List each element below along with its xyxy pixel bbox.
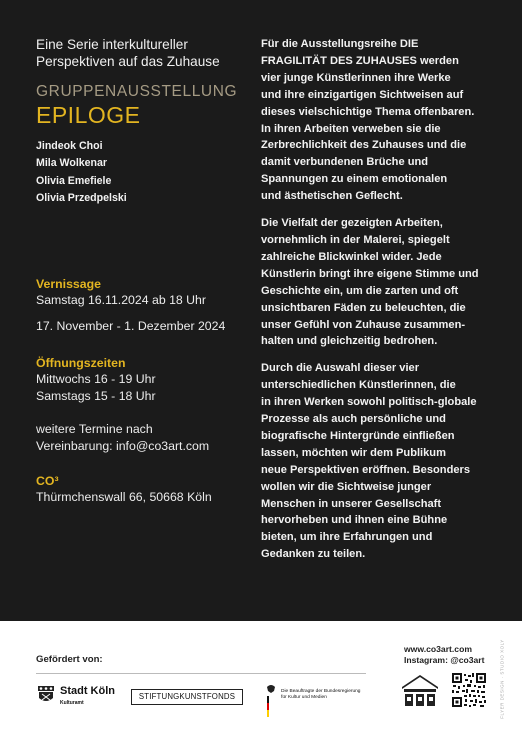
artist-list <box>36 138 251 208</box>
footer-divider <box>36 673 366 674</box>
series-line-2: Perspektiven auf das Zuhause <box>36 54 220 69</box>
opening-hours-label: Öffnungszeiten <box>36 356 126 370</box>
description-line: Durch die Auswahl dieser vier <box>261 362 420 375</box>
vernissage-block <box>36 277 256 335</box>
opening-hours-line: Samstags 15 - 18 Uhr <box>36 389 156 404</box>
design-credit-text: FLYER DESIGN · STUDIO XOLY <box>499 639 505 719</box>
description-line: vornehmlich in der Malerei, spiegelt <box>261 233 450 246</box>
appointment-line: Vereinbarung: info@co3art.com <box>36 439 210 454</box>
description-line: unsichtbaren Fäden zu beleuchten, die <box>261 301 466 314</box>
artist-name: Olivia Emefiele <box>36 174 112 187</box>
description-line: lassen, möchten wir dem Publikum <box>261 446 446 459</box>
description-line: Prozesse als auch persönliche und <box>261 413 446 426</box>
bundesadler-icon <box>264 683 278 717</box>
vernissage-label: Vernissage <box>36 277 101 291</box>
description-line: Spannungen zu einem emotionalen <box>261 173 448 186</box>
description-line: Zerbrechlichkeit des Zuhauses und die <box>261 139 467 152</box>
description-line: Für die Ausstellungsreihe DIE <box>261 38 419 50</box>
appointment-line: weitere Termine nach <box>36 422 153 436</box>
description-line: hervorheben und ihnen eine Bühne <box>261 514 448 527</box>
description-line: vier junge Künstlerinnen ihre Werke <box>261 71 451 84</box>
description-line: unterschiedlichen Künstlerinnen, die <box>261 379 456 392</box>
description-line: zahlreiche Blickwinkel wider. Jede <box>261 250 442 263</box>
series-subtitle <box>36 36 251 70</box>
description-line: und ihre einzigartigen Sichtweisen auf <box>261 88 464 101</box>
description-line: Gedanken zu teilen. <box>261 548 366 561</box>
stiftung-kunstfonds-logo: STIFTUNGKUNSTFONDS <box>131 689 243 705</box>
exhibition-run: 17. November - 1. Dezember 2024 <box>36 319 226 334</box>
description-paragraph-2 <box>261 215 491 350</box>
koeln-logo-subtext: Kulturamt <box>60 700 84 706</box>
bund-text-line: für Kultur und Medien <box>281 695 327 700</box>
description-line: in ihren Werken sowohl politisch-globale <box>261 396 477 409</box>
description-column <box>261 36 491 563</box>
exhibition-title: EPILOGE <box>36 102 141 128</box>
artist-name: Olivia Przedpelski <box>36 192 127 205</box>
vernissage-date: Samstag 16.11.2024 ab 18 Uhr <box>36 293 206 307</box>
artist-name: Mila Wolkenar <box>36 157 108 170</box>
bundesregierung-text <box>281 689 381 701</box>
stadt-koeln-logo <box>36 683 116 709</box>
venue-address: Thürmchenswall 66, 50668 Köln <box>36 490 212 504</box>
bundesregierung-logo <box>264 683 384 719</box>
instagram-link[interactable]: Instagram: @co3art <box>404 655 485 665</box>
venue-label: CO³ <box>36 474 59 488</box>
opening-hours-block <box>36 356 256 405</box>
koeln-logo-text: Stadt Köln <box>60 685 115 697</box>
funded-by-label: Gefördert von: <box>36 654 103 665</box>
venue-block <box>36 474 256 506</box>
description-line: unser Gefühl von Zuhause zusammen- <box>261 318 466 331</box>
koeln-crest-icon <box>36 685 56 705</box>
footer <box>0 621 522 741</box>
appointment-block <box>36 421 256 455</box>
description-paragraph-1 <box>261 36 491 205</box>
description-line: In ihren Arbeiten verweben sie die <box>261 122 441 135</box>
description-line: neue Perspektiven eröffnen. Besonders <box>261 463 470 476</box>
description-line: dieses vielschichtige Thema offenbaren. <box>261 105 475 118</box>
left-column <box>36 36 251 208</box>
website-link[interactable]: www.co3art.com <box>404 644 472 654</box>
design-credit <box>496 629 508 729</box>
description-line: FRAGILITÄT DES ZUHAUSES werden <box>261 54 459 67</box>
description-line: Die Vielfalt der gezeigten Arbeiten, <box>261 217 443 230</box>
artist-name: Jindeok Choi <box>36 140 103 152</box>
opening-hours-line: Mittwochs 16 - 19 Uhr <box>36 372 156 386</box>
description-line: und ästhetischen Geflecht. <box>261 190 403 203</box>
description-paragraph-3 <box>261 360 491 563</box>
description-line: damit verbundenen Brüche und <box>261 156 429 169</box>
description-line: bieten, um ihre Erfahrungen und <box>261 531 433 544</box>
description-line: wollen wir die Sichtweise junger <box>261 480 432 493</box>
description-line: Künstlerin bringt ihre eigene Stimme und <box>261 267 479 280</box>
description-line: Geschichte ein, um die zarten und oft <box>261 284 459 297</box>
co3-logo-icon <box>402 673 438 707</box>
qr-code-icon[interactable] <box>451 672 487 708</box>
contact-info <box>404 644 485 666</box>
series-line-1: Eine Serie interkultureller <box>36 37 188 52</box>
bund-text-line: Die Beauftragte der Bundesregierung <box>281 689 361 694</box>
description-line: Menschen in unserer Gesellschaft <box>261 497 442 510</box>
description-line: biografische Hintergründe einfließen <box>261 429 455 442</box>
description-line: halten und gleichzeitig bedrohen. <box>261 335 438 348</box>
exhibition-category: GRUPPENAUSSTELLUNG <box>36 83 238 100</box>
